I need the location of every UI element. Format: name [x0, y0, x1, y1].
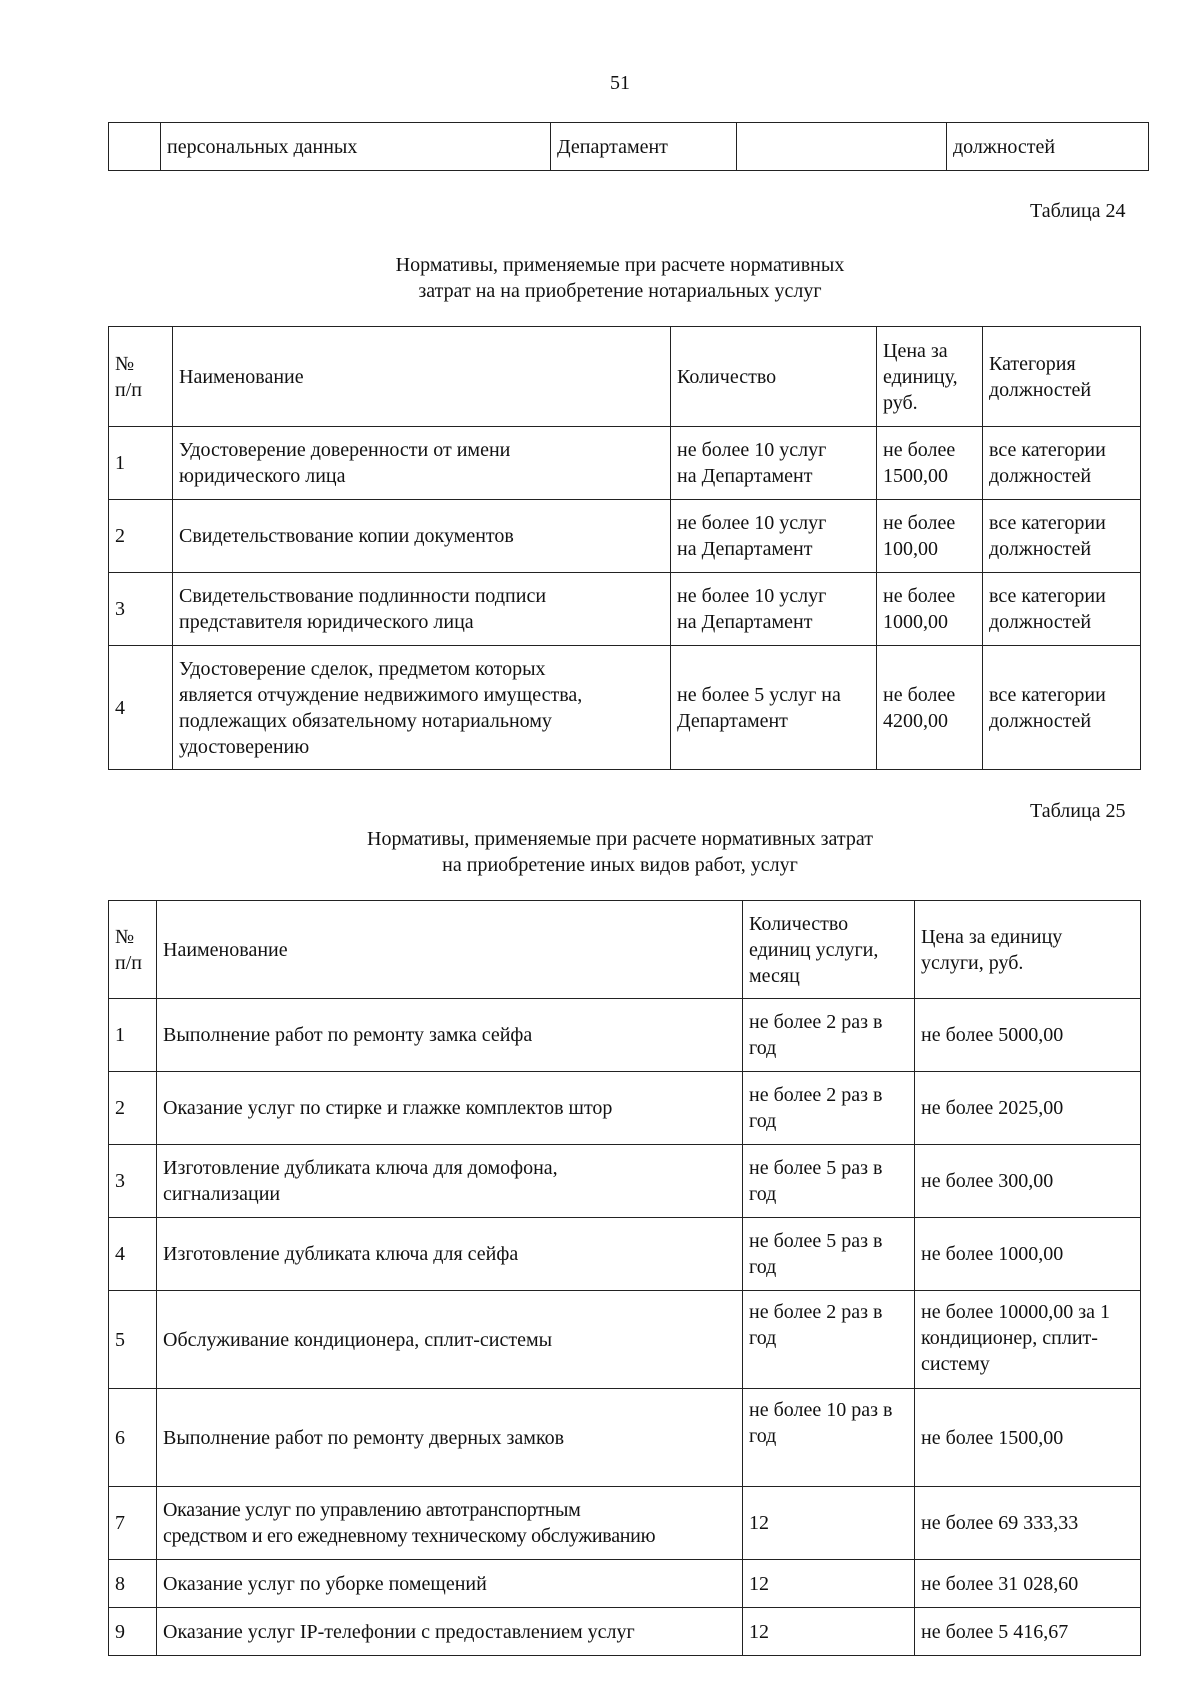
table-cell: Департамент: [551, 123, 737, 171]
row-number: 1: [109, 427, 173, 500]
table-row: [109, 123, 1149, 171]
header-price: Цена за единицу услуги, руб.: [915, 901, 1141, 999]
row-quantity: не более 10 раз в год: [743, 1389, 915, 1487]
header-name: Наименование: [157, 901, 743, 999]
row-quantity: не более 5 раз в год: [743, 1218, 915, 1291]
row-quantity: не более 10 услуг на Департамент: [671, 573, 877, 646]
row-number: 6: [109, 1389, 157, 1487]
row-price: не более 4200,00: [877, 646, 983, 770]
row-number: 7: [109, 1487, 157, 1560]
row-number: 3: [109, 573, 173, 646]
table24-caption: Таблица 24: [1030, 200, 1126, 222]
row-quantity: не более 5 услуг на Департамент: [671, 646, 877, 770]
row-quantity: 12: [743, 1560, 915, 1608]
header-quantity: Количество: [671, 327, 877, 427]
table-row: [109, 1389, 1141, 1487]
row-name: Обслуживание кондиционера, сплит-системы: [157, 1291, 743, 1389]
table-row: [109, 1218, 1141, 1291]
row-number: 9: [109, 1608, 157, 1656]
row-category: все категории должностей: [983, 646, 1141, 770]
header-number: № п/п: [109, 327, 173, 427]
table25-title-line1: Нормативы, применяемые при расчете нормативных затрат: [367, 828, 873, 850]
row-category: все категории должностей: [983, 500, 1141, 573]
table-header-row: [109, 327, 1141, 427]
row-quantity: 12: [743, 1487, 915, 1560]
row-price: не более 5 416,67: [915, 1608, 1141, 1656]
table-cell: персональных данных: [161, 123, 551, 171]
page-number: 51: [610, 72, 630, 94]
row-category: все категории должностей: [983, 573, 1141, 646]
row-name: Свидетельствование копии документов: [173, 500, 671, 573]
continuation-table: [108, 122, 1149, 171]
row-quantity: не более 10 услуг на Департамент: [671, 500, 877, 573]
header-quantity: Количество единиц услуги, месяц: [743, 901, 915, 999]
row-price: не более 2025,00: [915, 1072, 1141, 1145]
table-row: [109, 1487, 1141, 1560]
row-number: 3: [109, 1145, 157, 1218]
row-number: 4: [109, 646, 173, 770]
table24: [108, 326, 1141, 770]
row-name: Свидетельствование подлинности подписи представителя юридического лица: [173, 573, 671, 646]
table-row: [109, 1608, 1141, 1656]
row-quantity: не более 10 услуг на Департамент: [671, 427, 877, 500]
table-row: [109, 1560, 1141, 1608]
row-number: 5: [109, 1291, 157, 1389]
table-row: [109, 1291, 1141, 1389]
table-row: [109, 427, 1141, 500]
row-price: не более 69 333,33: [915, 1487, 1141, 1560]
table24-title-line2: затрат на на приобретение нотариальных услуг: [418, 280, 822, 302]
row-name: Удостоверение доверенности от имени юридического лица: [173, 427, 671, 500]
table-row: [109, 1072, 1141, 1145]
table-cell: [109, 123, 161, 171]
row-number: 1: [109, 999, 157, 1072]
row-name: Выполнение работ по ремонту дверных замков: [157, 1389, 743, 1487]
table-header-row: [109, 901, 1141, 999]
row-price: не более 1000,00: [915, 1218, 1141, 1291]
row-price: не более 31 028,60: [915, 1560, 1141, 1608]
table-row: [109, 500, 1141, 573]
table-row: [109, 1145, 1141, 1218]
row-name: Выполнение работ по ремонту замка сейфа: [157, 999, 743, 1072]
row-name: Оказание услуг IP-телефонии с предоставлением услуг: [157, 1608, 743, 1656]
table25-title-line2: на приобретение иных видов работ, услуг: [442, 854, 798, 876]
row-price: не более 1500,00: [877, 427, 983, 500]
header-number: № п/п: [109, 901, 157, 999]
row-price: не более 10000,00 за 1 кондиционер, сплит- систему: [915, 1291, 1141, 1389]
header-name: Наименование: [173, 327, 671, 427]
row-number: 2: [109, 1072, 157, 1145]
row-quantity: не более 2 раз в год: [743, 999, 915, 1072]
row-name: Изготовление дубликата ключа для сейфа: [157, 1218, 743, 1291]
row-quantity: не более 2 раз в год: [743, 1291, 915, 1389]
header-price: Цена за единицу, руб.: [877, 327, 983, 427]
row-name: Удостоверение сделок, предметом которых является отчуждение недвижимого имущества, подлежащих обязательному нотариальному удостоверению: [173, 646, 671, 770]
row-number: 2: [109, 500, 173, 573]
header-category: Категория должностей: [983, 327, 1141, 427]
row-price: не более 1500,00: [915, 1389, 1141, 1487]
table-cell: должностей: [947, 123, 1149, 171]
row-price: не более 300,00: [915, 1145, 1141, 1218]
row-price: не более 1000,00: [877, 573, 983, 646]
table25: [108, 900, 1141, 1656]
row-name: Изготовление дубликата ключа для домофона, сигнализации: [157, 1145, 743, 1218]
row-number: 8: [109, 1560, 157, 1608]
table-row: [109, 646, 1141, 770]
table24-title-line1: Нормативы, применяемые при расчете нормативных: [395, 254, 845, 276]
table-cell: [737, 123, 947, 171]
row-number: 4: [109, 1218, 157, 1291]
table-row: [109, 999, 1141, 1072]
row-name: Оказание услуг по уборке помещений: [157, 1560, 743, 1608]
row-quantity: не более 2 раз в год: [743, 1072, 915, 1145]
row-quantity: не более 5 раз в год: [743, 1145, 915, 1218]
table25-caption: Таблица 25: [1030, 800, 1126, 822]
row-price: не более 5000,00: [915, 999, 1141, 1072]
row-name: Оказание услуг по стирке и глажке комплектов штор: [157, 1072, 743, 1145]
row-category: все категории должностей: [983, 427, 1141, 500]
row-price: не более 100,00: [877, 500, 983, 573]
table-row: [109, 573, 1141, 646]
row-name: Оказание услуг по управлению автотранспортным средством и его ежедневному техническому обслуживанию: [157, 1487, 743, 1560]
row-quantity: 12: [743, 1608, 915, 1656]
